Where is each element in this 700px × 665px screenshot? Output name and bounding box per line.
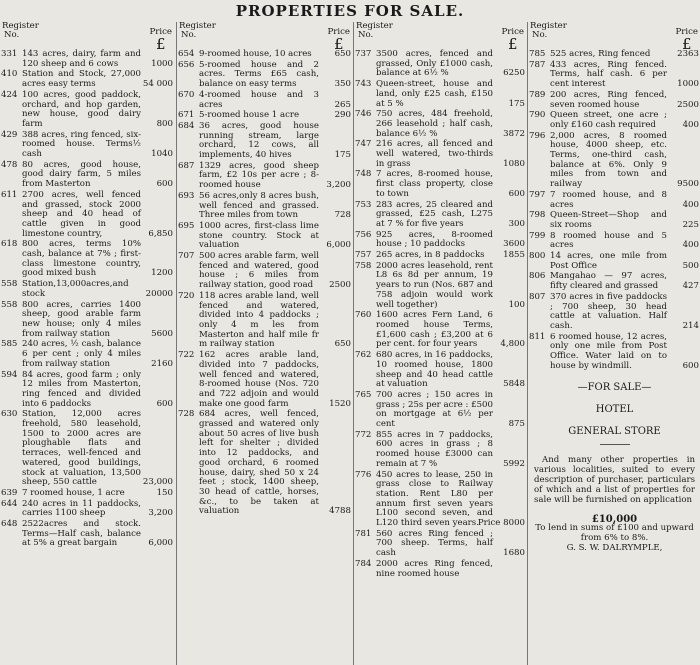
listing-description: 388 acres, ring fenced, six-roomed house. Terms½ cash (22, 129, 141, 160)
listing-price: 1200 (151, 268, 173, 279)
listing-price: 6,850 (148, 228, 173, 239)
listing-entry (528, 111, 700, 130)
listing-price: 6,000 (148, 538, 173, 549)
listing-entry (528, 232, 700, 251)
listing-entry (177, 252, 353, 291)
register-number: 737 (355, 49, 372, 59)
listing-description: 118 acres arable land, well fenced and watered, divided into 4 paddocks ; only 4 m les from Masterton and half mile fr m railway station (199, 290, 319, 350)
register-no-label: No. (181, 30, 197, 40)
listing-entry (354, 50, 527, 79)
listing-description: 80 acres, good house, good dairy farm, 5 miles from Masterton (22, 159, 141, 190)
listing-entry (0, 50, 175, 69)
listing-entry (354, 431, 527, 470)
register-number: 787 (529, 59, 546, 70)
listing-entry (177, 410, 353, 517)
register-number: 781 (355, 528, 372, 539)
listing-price: 4788 (329, 506, 351, 517)
column-header (0, 22, 175, 53)
column-header (177, 22, 353, 53)
register-number: 765 (355, 389, 372, 400)
register-label: Register (2, 22, 39, 31)
register-number: 410 (1, 69, 18, 80)
price-label (501, 28, 524, 51)
listing-description: 800 acres, terms 10% cash, balance at 7% ; first-class limestone country, good mixed bush (22, 239, 141, 279)
listing-price: 100 (508, 299, 525, 310)
listing-description: Queen-Street—Shop and six rooms (550, 210, 667, 230)
register-number: 743 (355, 79, 372, 90)
listing-entry (0, 131, 175, 160)
listing-price: 5848 (503, 379, 525, 390)
listing-description: 855 acres in 7 paddocks, 600 acres in grass ; 8 roomed house £3000 can remain at 7 % (376, 429, 493, 469)
listing-entry (0, 500, 175, 519)
listing-description: 750 acres, 484 freehold, 266 leasehold ; half cash, balance 6½ % (376, 109, 493, 139)
pound-sign: £ (507, 35, 518, 53)
listing-description: 5-roomed house and 2 acres. Terms £65 cash, balance on easy terms (199, 59, 319, 90)
register-number: 630 (1, 409, 18, 420)
register-number: 671 (178, 110, 195, 121)
listing-price: 1855 (503, 250, 525, 261)
listing-price: 150 (156, 487, 173, 498)
listing-price: 23,000 (142, 477, 173, 488)
listing-entry (354, 140, 527, 169)
register-number: 558 (1, 279, 18, 290)
listing-price: 4,800 (500, 339, 525, 350)
listing-entry (177, 61, 353, 90)
register-number: 654 (178, 49, 195, 59)
register-number: 644 (1, 498, 18, 509)
listing-price: 427 (682, 281, 699, 292)
listing-description: 162 acres arable land, divided into 7 paddocks, well fenced and watered, 8-roomed house (Nos. 720 and 722 adjoin and would make one good farm (199, 350, 319, 409)
listing-price: 265 (334, 99, 351, 110)
register-number: 722 (178, 350, 195, 361)
register-number: 656 (178, 59, 195, 70)
listing-price: 400 (682, 119, 699, 130)
register-number: 798 (529, 210, 546, 221)
listing-column-4 (527, 22, 700, 665)
listing-entry (0, 340, 175, 369)
register-no-label: No. (532, 30, 548, 40)
loan-sum: £10,000 (591, 513, 638, 525)
listing-entry (354, 471, 527, 529)
register-number: 797 (529, 189, 546, 200)
listing-entry (354, 351, 527, 390)
listing-price: 500 (682, 260, 699, 271)
properties-note: And many other properties in various localities, suited to every description of purchaser, particulars of which and a list of properties for sale will be furnished on application (534, 454, 695, 505)
loan-terms: To lend in sums of £100 and upward from 6% to 8%. (535, 523, 694, 543)
listing-description: 1329 acres, good sheep farm, £2 10s per acre ; 8-roomed house (199, 160, 319, 191)
listing-entry (0, 91, 175, 130)
price-text: Price (501, 27, 524, 37)
register-number: 811 (529, 331, 546, 342)
register-number: 789 (529, 89, 546, 100)
listing-entry (177, 111, 353, 121)
listing-description: 433 acres, Ring fenced. Terms, half cash. 6 per cent interest (550, 59, 667, 90)
price-text: Price (675, 27, 698, 37)
listing-column-2 (176, 22, 353, 665)
listing-entry (0, 371, 175, 410)
listing-entry (354, 251, 527, 261)
listing-price: 1000 (677, 79, 699, 90)
register-number: 693 (178, 190, 195, 201)
register-label: Register (530, 22, 567, 31)
listing-entry (354, 391, 527, 430)
listing-description: 700 acres ; 150 acres in grass ; 25s per acre : £500 on mortgage at 6½ per cent (376, 389, 493, 430)
register-number: 784 (355, 558, 372, 569)
listing-price: 2160 (151, 358, 173, 369)
listing-entry (528, 333, 700, 372)
listing-price: 6,000 (326, 240, 351, 251)
register-number: 687 (178, 160, 195, 171)
listing-entry (177, 292, 353, 350)
price-label (675, 28, 698, 51)
listing-entry (354, 530, 527, 559)
listing-description: 500 acres arable farm, well fenced and watered, good house ; 6 miles from railway station, good road (199, 251, 319, 291)
register-number: 790 (529, 110, 546, 121)
register-number: 639 (1, 487, 18, 498)
listing-entry (0, 410, 175, 488)
price-label (149, 28, 172, 51)
register-number: 807 (529, 291, 546, 302)
listing-entry (354, 110, 527, 139)
divider (600, 444, 630, 445)
listing-price: 650 (334, 49, 351, 59)
listing-price: 214 (682, 320, 699, 331)
listing-description: 6 roomed house, 12 acres, only one mile from Post Office. Water laid on to house by windmill. (550, 331, 667, 371)
listing-price: 300 (508, 218, 525, 229)
register-number: 762 (355, 350, 372, 361)
register-number: 753 (355, 199, 372, 210)
listing-price: 2500 (329, 280, 351, 291)
price-text: Price (149, 27, 172, 37)
listing-price: 600 (156, 179, 173, 190)
register-label: Register (356, 22, 393, 31)
listing-description: 216 acres, all fenced and well watered, two-thirds in grass (376, 139, 493, 169)
listing-price: 175 (334, 150, 351, 161)
listing-price: 400 (682, 240, 699, 251)
listing-description: 7 acres, 8-roomed house, first class property, close to town (376, 169, 493, 199)
listing-description: 680 acres, in 16 paddocks, 10 roomed house, 1800 sheep and 40 head cattle at valuation (376, 350, 493, 390)
hotel-heading: HOTEL (595, 403, 634, 415)
listing-price: 1080 (503, 158, 525, 169)
listing-price: 3,200 (326, 180, 351, 191)
listing-description: 100 acres, good paddock, orchard, and hop garden, new house, good dairy farm (22, 89, 141, 129)
listing-entry (177, 192, 353, 221)
register-number: 756 (355, 229, 372, 240)
listing-description: Mangahao — 97 acres, fifty cleared and grassed (550, 271, 667, 292)
listing-description: 1600 acres Fern Land, 6 roomed house Terms, £1,600 cash ; £3,200 at 6 per cent. for four years (376, 310, 493, 350)
listing-description: 14 acres, one mile from Post Office (550, 251, 667, 271)
listing-price: 1040 (151, 149, 173, 160)
listing-price: 54 000 (142, 79, 173, 90)
price-text: Price (327, 27, 350, 37)
listing-price: 600 (508, 188, 525, 199)
listing-description: 684 acres, well fenced, grassed and watered only about 50 acres of live bush left for shelter ; divided into 12 paddocks, and good orchard, 6 roomed house, dairy, shed 50 x 24 feet ; stock, 1400 sheep, 30 head of cattle, horses, &c., to be taken at valuation (199, 409, 319, 517)
register-number: 758 (355, 260, 372, 271)
listing-description: 2,000 acres, 8 roomed house, 4000 sheep, etc. Terms, one-third cash, balance at 6%. Only 9 miles from town and railway (550, 130, 667, 190)
register-number: 747 (355, 139, 372, 150)
listing-description: 56 acres,only 8 acres bush, well fenced and grassed. Three miles from town (199, 190, 319, 221)
listing-description: 265 acres, in 8 paddocks (376, 250, 485, 261)
register-number: 772 (355, 429, 372, 440)
register-number: 478 (1, 159, 18, 170)
listing-price: 175 (508, 98, 525, 109)
listing-entry (528, 211, 700, 230)
listing-entry (354, 201, 527, 230)
register-number: 429 (1, 129, 18, 140)
listing-price: 1000 (151, 58, 173, 69)
listing-entry (177, 50, 353, 60)
for-sale-heading: —FOR SALE— (577, 381, 652, 393)
listing-entry (0, 489, 175, 499)
column-header (528, 22, 700, 53)
listing-entry (354, 80, 527, 109)
register-number: 760 (355, 310, 372, 321)
listing-column-1 (0, 22, 175, 665)
listing-entry (0, 301, 175, 340)
listing-price: 2500 (677, 99, 699, 110)
listing-price: 225 (682, 219, 699, 230)
listing-description: 5-roomed house 1 acre (199, 110, 300, 121)
listing-description: 2700 acres, well fenced and grassed, stock 2000 sheep and 40 head of cattle given in good limestone country, (22, 189, 141, 239)
listing-price: 5600 (151, 328, 173, 339)
listing-entry (528, 91, 700, 110)
listing-price: Price 8000 (477, 518, 525, 529)
listing-description: 36 acres, good house running stream, large orchard, 12 cows, all implements, 40 hives (199, 120, 319, 161)
column-header (354, 22, 527, 53)
register-number: 594 (1, 369, 18, 380)
listing-description: 370 acres in five paddocks ; 700 sheep, 30 head cattle at valuation. Half cash. (550, 291, 667, 331)
general-store-heading: GENERAL STORE (568, 425, 661, 437)
listing-description: 525 acres, Ring fenced (550, 49, 651, 59)
register-number: 720 (178, 290, 195, 301)
listing-price: 2363 (677, 49, 699, 59)
listing-description: 7 roomed house, 1 acre (22, 487, 125, 498)
listing-entry (0, 70, 175, 89)
price-label (327, 28, 350, 51)
listing-price: 600 (156, 398, 173, 409)
listing-description: 240 acres, ½ cash, balance 6 per cent ; only 4 miles from railway station (22, 339, 141, 369)
listing-entry (177, 122, 353, 161)
register-number: 746 (355, 109, 372, 120)
listing-price: 1520 (329, 398, 351, 409)
pound-sign: £ (155, 35, 166, 53)
register-number: 648 (1, 519, 18, 530)
listing-price: 290 (334, 110, 351, 121)
listing-entry (528, 191, 700, 210)
listing-price: 5992 (503, 458, 525, 469)
listing-description: Station, 12,000 acres freehold, 580 leasehold, 1500 to 2000 acres are ploughable flats and terraces, well-fenced and watered, good buildings, stock at valuation, 13,500 sheep, 550 cattle (22, 409, 141, 488)
pound-sign: £ (681, 35, 692, 53)
listing-description: 240 acres in 11 paddocks, carries 1100 sheep (22, 498, 141, 519)
listing-price: 3872 (503, 128, 525, 139)
listing-description: 3500 acres, fenced and grassed, Only £1000 cash, balance at 6½ % (376, 49, 493, 79)
listing-entry (354, 311, 527, 350)
listing-description: 560 acres Ring fenced ; 700 sheep. Terms, half cash (376, 528, 493, 559)
register-number: 748 (355, 169, 372, 180)
listing-description: 2522acres and stock. Terms—Half cash, balance at 5% a great bargain (22, 519, 141, 549)
agent-name: G. S. W. DALRYMPLE, (566, 542, 663, 553)
listing-entry (177, 91, 353, 110)
register-number: 684 (178, 120, 195, 131)
pound-sign: £ (333, 35, 344, 53)
listing-price: 6250 (503, 68, 525, 79)
listing-price: 875 (508, 419, 525, 430)
register-number: 799 (529, 230, 546, 241)
listing-entry (0, 191, 175, 240)
register-number: 670 (178, 89, 195, 100)
listing-price: 800 (156, 118, 173, 129)
register-number: 800 (529, 251, 546, 262)
listing-entry (0, 240, 175, 279)
listing-entry (177, 351, 353, 409)
register-no-label: No. (4, 30, 20, 40)
listing-description: 2000 acres Ring fenced, nine roomed house (376, 558, 493, 579)
listing-entry (354, 170, 527, 199)
register-number: 424 (1, 89, 18, 100)
register-number: 728 (178, 409, 195, 420)
listing-description: 200 acres, Ring fenced, seven roomed house (550, 89, 667, 110)
register-label: Register (179, 22, 216, 31)
listing-description: 84 acres, good farm ; only 12 miles from Masterton, ring fenced and divided into 6 paddocks (22, 369, 141, 409)
listing-description: 1000 acres, first-class lime stone country. Stock at valuation (199, 220, 319, 251)
listing-price: 3,200 (148, 508, 173, 519)
listing-description: 283 acres, 25 cleared and grassed, £25 cash, L275 at 7 % for five years (376, 199, 493, 229)
register-number: 785 (529, 49, 546, 59)
listing-entry (354, 231, 527, 250)
listing-price: 9500 (677, 179, 699, 190)
page-title: PROPERTIES FOR SALE. (235, 2, 465, 20)
listing-price: 3600 (503, 239, 525, 250)
listing-price: 600 (682, 360, 699, 371)
listing-price: 650 (334, 339, 351, 350)
register-number: 585 (1, 339, 18, 350)
listing-description: 925 acres, 8-roomed house ; 10 paddocks (376, 229, 493, 250)
register-number: 776 (355, 469, 372, 480)
listing-description: 450 acres to lease, 250 in grass close to Railway station. Rent L80 per annum first seven years L100 second seven, and L120 third seven years. (376, 469, 493, 529)
register-number: 558 (1, 299, 18, 310)
register-number: 695 (178, 220, 195, 231)
listing-description: Queen-street, house and land, only £25 cash, £150 at 5 % (376, 79, 493, 109)
listing-entry (354, 262, 527, 311)
listing-column-3 (353, 22, 527, 665)
listing-description: Queen street, one acre ; only £160 cash required (550, 110, 667, 130)
listing-description: Station and Stock, 27,000 acres easy terms (22, 69, 141, 90)
register-number: 611 (1, 189, 18, 200)
register-number: 806 (529, 271, 546, 282)
listing-description: 9-roomed house, 10 acres (199, 49, 312, 59)
listing-entry (528, 61, 700, 90)
listing-description: 2000 acres leasehold, rent L8 6s 8d per annum, 19 years to run (Nos. 687 and 758 adjoin would work well together) (376, 260, 493, 310)
listing-price: 1680 (503, 548, 525, 559)
register-number: 796 (529, 130, 546, 141)
register-number: 757 (355, 250, 372, 261)
listing-description: Station,13,000acres,and stock (22, 279, 129, 299)
listing-entry (0, 520, 175, 549)
register-number: 707 (178, 251, 195, 262)
listing-entry (354, 560, 527, 579)
listing-entry (0, 280, 175, 299)
listing-description: 8 roomed house and 5 acres (550, 230, 667, 251)
listing-entry (528, 50, 700, 60)
listing-entry (528, 132, 700, 190)
register-number: 618 (1, 239, 18, 250)
listing-entry (528, 252, 700, 271)
listing-description: 4-roomed house and 3 acres (199, 89, 319, 110)
listing-entry (177, 222, 353, 251)
listing-description: 800 acres, carries 1400 sheep, good arable farm new house; only 4 miles from railway station (22, 299, 141, 339)
listing-price: 350 (334, 79, 351, 90)
listing-entry (0, 161, 175, 190)
listing-entry (528, 272, 700, 291)
register-number: 331 (1, 49, 18, 59)
listing-entry (177, 162, 353, 191)
listing-description: 7 roomed house, and 8 acres (550, 189, 667, 210)
listing-price: 728 (334, 210, 351, 221)
listing-entry (528, 293, 700, 332)
listing-description: 143 acres, dairy, farm and 120 sheep and 6 cows (22, 49, 141, 69)
listing-price: 20000 (145, 288, 173, 299)
listing-price: 400 (682, 199, 699, 210)
register-no-label: No. (358, 30, 374, 40)
